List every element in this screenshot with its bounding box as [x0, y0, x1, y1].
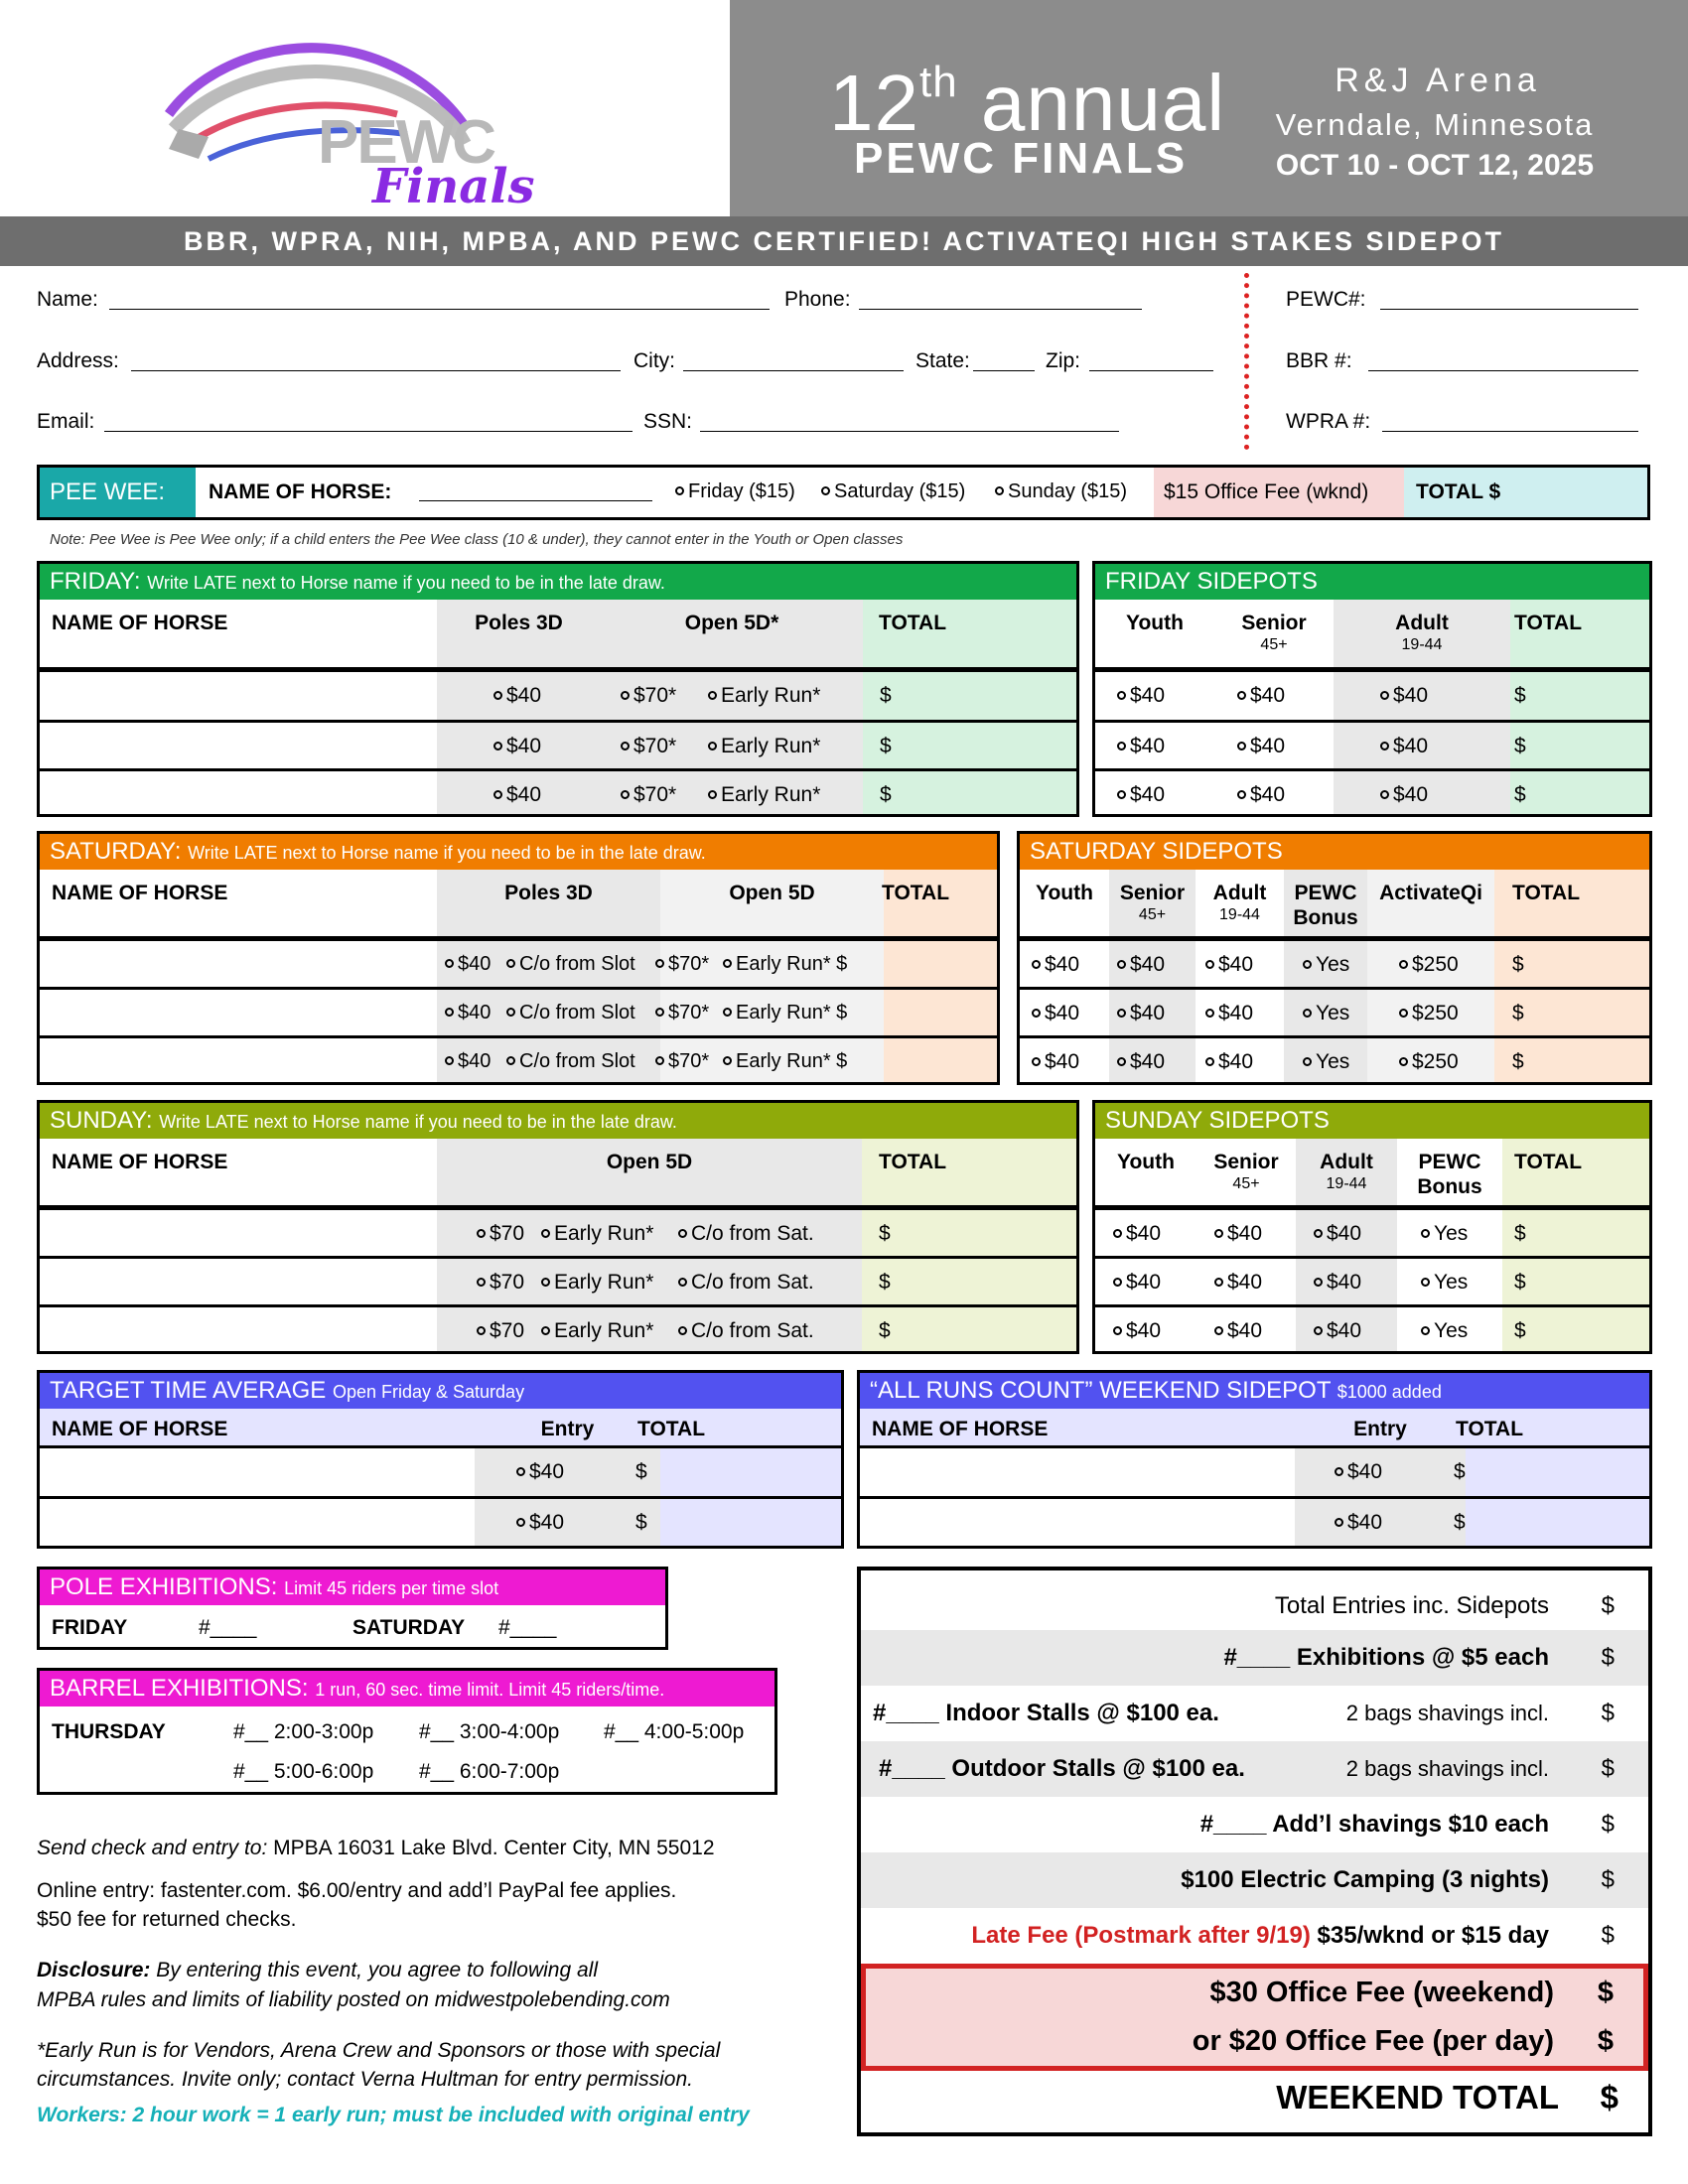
- sunday-adult-option[interactable]: $40: [1314, 1222, 1361, 1246]
- barrel-slot-3[interactable]: #__ 4:00-5:00p: [604, 1720, 745, 1743]
- sunday-sidepot-total-header: TOTAL: [1514, 1151, 1583, 1173]
- wpra-number-label: WPRA #:: [1286, 410, 1371, 433]
- saturday-sidepot-row-total[interactable]: $: [1512, 953, 1524, 976]
- friday-open-option[interactable]: $70*: [621, 735, 676, 758]
- saturday-senior-option[interactable]: $40: [1117, 1050, 1165, 1074]
- event-dates: OCT 10 - OCT 12, 2025: [1275, 149, 1595, 182]
- saturday-carryover-option[interactable]: C/o from Slot: [506, 1050, 635, 1073]
- friday-adult-option[interactable]: $40: [1380, 684, 1428, 708]
- sunday-senior-option[interactable]: $40: [1214, 1319, 1262, 1343]
- saturday-activateqi-option[interactable]: $250: [1399, 1050, 1459, 1074]
- sunday-open-option[interactable]: $70: [477, 1319, 524, 1343]
- address-label: Address:: [37, 349, 119, 372]
- arc-horse-field[interactable]: [860, 1499, 1295, 1545]
- dotted-divider: [1244, 273, 1249, 450]
- sunday-adult-option[interactable]: $40: [1314, 1271, 1361, 1295]
- sunday-open-option[interactable]: $70: [477, 1271, 524, 1295]
- sunday-youth-option[interactable]: $40: [1113, 1271, 1161, 1295]
- phone-field[interactable]: [859, 288, 1142, 310]
- friday-title-bar: FRIDAY: Write LATE next to Horse name if you need to be in the late draw.: [40, 564, 1076, 600]
- pee-wee-horse-label: NAME OF HORSE:: [209, 480, 392, 503]
- tta-title-bar: TARGET TIME AVERAGE Open Friday & Saturday: [40, 1373, 841, 1409]
- saturday-youth-option[interactable]: $40: [1032, 1050, 1079, 1074]
- ssn-label: SSN:: [643, 410, 693, 433]
- certification-banner: BBR, WPRA, NIH, MPBA, AND PEWC CERTIFIED! ACTIVATEQI HIGH STAKES SIDEPOT: [0, 216, 1688, 266]
- saturday-early-run-option[interactable]: Early Run* $: [723, 953, 847, 976]
- pewc-finals-logo: PEWC Finals: [149, 20, 506, 228]
- sunday-horse-field[interactable]: [40, 1259, 437, 1302]
- arc-row-total[interactable]: $: [1454, 1460, 1466, 1483]
- friday-sidepots-section: [1092, 561, 1652, 817]
- address-field[interactable]: [131, 349, 621, 371]
- venue-location: Verndale, Minnesota: [1275, 107, 1595, 142]
- pee-wee-friday-option[interactable]: Friday ($15): [675, 480, 795, 503]
- online-entry-text: Online entry: fastenter.com. $6.00/entry and add’l PayPal fee applies.: [37, 1879, 677, 1902]
- tta-horse-header: NAME OF HORSE: [52, 1418, 228, 1440]
- totals-panel: [857, 1567, 1652, 2136]
- pewc-number-label: PEWC#:: [1286, 288, 1366, 311]
- saturday-youth-option[interactable]: $40: [1032, 1002, 1079, 1025]
- friday-open-option[interactable]: $70*: [621, 783, 676, 807]
- pole-ex-friday-label: FRIDAY: [52, 1616, 128, 1639]
- sunday-youth-option[interactable]: $40: [1113, 1222, 1161, 1246]
- sunday-open-option[interactable]: $70: [477, 1222, 524, 1246]
- saturday-section: [37, 831, 1000, 1085]
- saturday-activateqi-option[interactable]: $250: [1399, 953, 1459, 977]
- friday-sidepot-row-total[interactable]: $: [1514, 684, 1526, 707]
- sunday-horse-field[interactable]: [40, 1307, 437, 1351]
- arc-entry-option[interactable]: $40: [1335, 1511, 1382, 1535]
- saturday-early-run-option[interactable]: Early Run* $: [723, 1002, 847, 1024]
- saturday-activateqi-header: ActivateQi: [1379, 882, 1482, 904]
- total-entries-row: Total Entries inc. Sidepots $: [1274, 1592, 1615, 1619]
- saturday-open-option[interactable]: $70*: [655, 1050, 709, 1073]
- city-label: City:: [633, 349, 675, 372]
- sunday-pewc-header: PEWC: [1418, 1151, 1481, 1173]
- friday-senior-option[interactable]: $40: [1237, 783, 1285, 807]
- friday-adult-option[interactable]: $40: [1380, 735, 1428, 758]
- tta-total-header: TOTAL: [637, 1418, 706, 1440]
- sunday-pewc-bonus-option[interactable]: Yes: [1421, 1319, 1468, 1343]
- sunday-row-total[interactable]: $: [879, 1271, 891, 1294]
- office-fee-weekend: $30 Office Fee (weekend): [1209, 1977, 1554, 2008]
- saturday-pewc-bonus: Bonus: [1293, 906, 1358, 929]
- saturday-carryover-option[interactable]: C/o from Slot: [506, 953, 635, 976]
- saturday-horse-field[interactable]: [40, 990, 437, 1033]
- barrel-ex-thursday-label: THURSDAY: [52, 1720, 166, 1743]
- tta-horse-field[interactable]: [40, 1499, 475, 1545]
- saturday-open-option[interactable]: $70*: [655, 1002, 709, 1024]
- saturday-carryover-option[interactable]: C/o from Slot: [506, 1002, 635, 1024]
- ssn-field[interactable]: [700, 410, 1119, 432]
- venue-name: R&J Arena: [1335, 62, 1541, 99]
- early-run-note-2: circumstances. Invite only; contact Verna Hultman for entry permission.: [37, 2068, 693, 2091]
- arc-total-header: TOTAL: [1456, 1418, 1524, 1440]
- saturday-adult-header: Adult: [1212, 882, 1267, 904]
- sunday-pewc-bonus-option[interactable]: Yes: [1421, 1222, 1468, 1246]
- sunday-early-run-option[interactable]: Early Run*: [541, 1271, 653, 1295]
- saturday-pewc-bonus-option[interactable]: Yes: [1303, 1002, 1349, 1025]
- friday-youth-option[interactable]: $40: [1117, 783, 1165, 807]
- sunday-pewc-bonus-option[interactable]: Yes: [1421, 1271, 1468, 1295]
- saturday-sidepots-section: [1017, 831, 1652, 1085]
- friday-adult-header: Adult: [1395, 612, 1449, 634]
- send-check-text: Send check and entry to: MPBA 16031 Lake Blvd. Center City, MN 55012: [37, 1837, 715, 1859]
- friday-poles-header: Poles 3D: [475, 612, 563, 634]
- sunday-total-header: TOTAL: [879, 1151, 947, 1173]
- outdoor-stalls-row: #____ Outdoor Stalls @ $100 ea. 2 bags shavings incl. $: [861, 1741, 1648, 1797]
- pee-wee-label: PEE WEE:: [40, 468, 196, 517]
- target-time-average-section: [37, 1370, 844, 1549]
- state-field[interactable]: [973, 349, 1035, 371]
- friday-horse-header: NAME OF HORSE: [52, 612, 228, 634]
- pee-wee-total: TOTAL $: [1404, 468, 1647, 517]
- saturday-pewc-header: PEWC: [1294, 882, 1357, 904]
- friday-horse-field[interactable]: [40, 672, 437, 716]
- friday-senior-option[interactable]: $40: [1237, 684, 1285, 708]
- weekend-total-label: WEEKEND TOTAL: [1276, 2079, 1559, 2116]
- exhibitions-row: #____ Exhibitions @ $5 each $: [861, 1630, 1648, 1686]
- tta-horse-field[interactable]: [40, 1448, 475, 1494]
- sunday-sidepots-title-bar: SUNDAY SIDEPOTS: [1095, 1103, 1649, 1139]
- saturday-adult-option[interactable]: $40: [1205, 953, 1253, 977]
- saturday-adult-option[interactable]: $40: [1205, 1002, 1253, 1025]
- state-label: State:: [915, 349, 970, 372]
- barrel-slot-4[interactable]: #__ 5:00-6:00p: [233, 1760, 374, 1783]
- saturday-early-run-option[interactable]: Early Run* $: [723, 1050, 847, 1073]
- friday-youth-option[interactable]: $40: [1117, 684, 1165, 708]
- arc-title-bar: “ALL RUNS COUNT” WEEKEND SIDEPOT $1000 added: [860, 1373, 1649, 1409]
- sunday-pewc-bonus: Bonus: [1417, 1175, 1482, 1198]
- camping-row: $100 Electric Camping (3 nights) $: [861, 1852, 1648, 1908]
- sunday-adult-age: 19-44: [1326, 1175, 1367, 1192]
- tta-row-total[interactable]: $: [635, 1460, 647, 1483]
- friday-senior-header: Senior: [1241, 612, 1307, 634]
- pee-wee-note: Note: Pee Wee is Pee Wee only; if a child enters the Pee Wee class (10 & under), they cannot enter in the Youth or Open classes: [50, 531, 904, 548]
- sunday-youth-header: Youth: [1117, 1151, 1175, 1173]
- pole-ex-title-bar: POLE EXHIBITIONS: Limit 45 riders per time slot: [40, 1570, 665, 1605]
- returned-checks-text: $50 fee for returned checks.: [37, 1908, 297, 1931]
- arc-entry-option[interactable]: $40: [1335, 1460, 1382, 1484]
- tta-entry-option[interactable]: $40: [516, 1460, 564, 1484]
- wpra-number-field[interactable]: [1382, 410, 1638, 432]
- shavings-row: #____ Add’l shavings $10 each $: [1199, 1811, 1615, 1838]
- email-field[interactable]: [104, 410, 633, 432]
- sunday-senior-option[interactable]: $40: [1214, 1222, 1262, 1246]
- saturday-sidepot-row-total[interactable]: $: [1512, 1050, 1524, 1073]
- bbr-number-field[interactable]: [1368, 349, 1638, 371]
- friday-row-total[interactable]: $: [880, 783, 892, 806]
- pole-ex-saturday-count[interactable]: #____: [498, 1616, 557, 1639]
- friday-sidepots-title-bar: FRIDAY SIDEPOTS: [1095, 564, 1649, 600]
- sunday-row-total[interactable]: $: [879, 1222, 891, 1245]
- friday-total-header: TOTAL: [879, 612, 947, 634]
- saturday-open-header: Open 5D: [729, 882, 815, 904]
- name-field[interactable]: [109, 288, 770, 310]
- event-title: PEWC FINALS: [854, 134, 1189, 183]
- pewc-number-field[interactable]: [1380, 288, 1638, 310]
- saturday-horse-field[interactable]: [40, 1038, 437, 1082]
- sunday-horse-header: NAME OF HORSE: [52, 1151, 228, 1173]
- office-fee-per-day: or $20 Office Fee (per day): [1192, 2025, 1554, 2057]
- disclosure-text-2: MPBA rules and limits of liability posted on midwestpolebending.com: [37, 1988, 670, 2011]
- friday-senior-age: 45+: [1260, 636, 1288, 653]
- friday-section: [37, 561, 1079, 817]
- saturday-senior-option[interactable]: $40: [1117, 953, 1165, 977]
- pole-exhibitions-section: [37, 1567, 668, 1650]
- zip-label: Zip:: [1046, 349, 1081, 372]
- sunday-adult-header: Adult: [1320, 1151, 1373, 1173]
- sunday-carryover-option[interactable]: C/o from Sat.: [678, 1319, 814, 1343]
- disclosure-text: Disclosure: By entering this event, you agree to following all: [37, 1959, 598, 1981]
- name-label: Name:: [37, 288, 98, 311]
- arc-row-total[interactable]: $: [1454, 1511, 1466, 1534]
- saturday-adult-age: 19-44: [1219, 906, 1260, 923]
- phone-label: Phone:: [784, 288, 851, 311]
- early-run-note: *Early Run is for Vendors, Arena Crew and Sponsors or those with special: [37, 2039, 721, 2062]
- friday-early-run-option[interactable]: Early Run*: [708, 735, 820, 758]
- sunday-row-total[interactable]: $: [879, 1319, 891, 1342]
- friday-poles-option[interactable]: $40: [493, 735, 541, 758]
- friday-sidepot-row-total[interactable]: $: [1514, 735, 1526, 757]
- friday-youth-option[interactable]: $40: [1117, 735, 1165, 758]
- city-field[interactable]: [683, 349, 904, 371]
- barrel-slot-1[interactable]: #__ 2:00-3:00p: [233, 1720, 374, 1743]
- sunday-youth-option[interactable]: $40: [1113, 1319, 1161, 1343]
- friday-sidepot-total-header: TOTAL: [1514, 612, 1583, 634]
- saturday-youth-option[interactable]: $40: [1032, 953, 1079, 977]
- saturday-sidepot-row-total[interactable]: $: [1512, 1002, 1524, 1024]
- friday-poles-option[interactable]: $40: [493, 783, 541, 807]
- saturday-sidepot-total-header: TOTAL: [1512, 882, 1581, 904]
- pee-wee-row: [37, 465, 1650, 520]
- workers-note: Workers: 2 hour work = 1 early run; must be included with original entry: [37, 2104, 750, 2126]
- pee-wee-saturday-option[interactable]: Saturday ($15): [821, 480, 965, 503]
- weekend-total-dollar: $: [1600, 2079, 1618, 2116]
- sunday-sidepot-row-total[interactable]: $: [1514, 1319, 1526, 1342]
- barrel-slot-5[interactable]: #__ 6:00-7:00p: [419, 1760, 560, 1783]
- friday-poles-option[interactable]: $40: [493, 684, 541, 708]
- sunday-sidepots-section: [1092, 1100, 1652, 1354]
- tta-entry-option[interactable]: $40: [516, 1511, 564, 1535]
- friday-open-header: Open 5D*: [684, 612, 779, 634]
- sunday-early-run-option[interactable]: Early Run*: [541, 1319, 653, 1343]
- pee-wee-sunday-option[interactable]: Sunday ($15): [995, 480, 1127, 503]
- saturday-pewc-bonus-option[interactable]: Yes: [1303, 1050, 1349, 1074]
- friday-youth-header: Youth: [1126, 612, 1184, 634]
- annual-title: 12th annual: [829, 58, 1226, 147]
- friday-horse-field[interactable]: [40, 723, 437, 766]
- friday-sidepot-row-total[interactable]: $: [1514, 783, 1526, 806]
- zip-field[interactable]: [1089, 349, 1213, 371]
- friday-open-option[interactable]: $70*: [621, 684, 676, 708]
- friday-early-run-option[interactable]: Early Run*: [708, 783, 820, 807]
- friday-senior-option[interactable]: $40: [1237, 735, 1285, 758]
- sunday-early-run-option[interactable]: Early Run*: [541, 1222, 653, 1246]
- sunday-senior-age: 45+: [1232, 1175, 1260, 1192]
- saturday-total-header: TOTAL: [882, 882, 950, 904]
- saturday-poles-option[interactable]: $40: [445, 1002, 491, 1024]
- tta-entry-header: Entry: [540, 1418, 595, 1440]
- email-label: Email:: [37, 410, 95, 433]
- saturday-senior-header: Senior: [1119, 882, 1186, 904]
- friday-row-total[interactable]: $: [880, 684, 892, 707]
- all-runs-count-section: [857, 1370, 1652, 1549]
- sunday-sidepot-row-total[interactable]: $: [1514, 1271, 1526, 1294]
- indoor-stalls-row: #____ Indoor Stalls @ $100 ea. 2 bags shavings incl. $: [873, 1700, 1615, 1726]
- saturday-horse-field[interactable]: [40, 941, 437, 985]
- sunday-sidepot-row-total[interactable]: $: [1514, 1222, 1526, 1245]
- sunday-adult-option[interactable]: $40: [1314, 1319, 1361, 1343]
- saturday-youth-header: Youth: [1036, 882, 1093, 904]
- friday-horse-field[interactable]: [40, 771, 437, 815]
- sunday-open-header: Open 5D: [606, 1151, 693, 1173]
- arc-entry-header: Entry: [1353, 1418, 1407, 1440]
- saturday-poles-option[interactable]: $40: [445, 1050, 491, 1073]
- pee-wee-office-fee: $15 Office Fee (wknd): [1154, 468, 1404, 517]
- barrel-slot-2[interactable]: #__ 3:00-4:00p: [419, 1720, 560, 1743]
- arc-horse-header: NAME OF HORSE: [872, 1418, 1049, 1440]
- sunday-section: [37, 1100, 1079, 1354]
- bbr-number-label: BBR #:: [1286, 349, 1352, 372]
- tta-row-total[interactable]: $: [635, 1511, 647, 1534]
- sunday-senior-header: Senior: [1213, 1151, 1279, 1173]
- pole-ex-friday-count[interactable]: #____: [199, 1616, 257, 1639]
- friday-adult-age: 19-44: [1401, 636, 1443, 653]
- saturday-open-option[interactable]: $70*: [655, 953, 709, 976]
- saturday-senior-option[interactable]: $40: [1117, 1002, 1165, 1025]
- saturday-sidepots-title-bar: SATURDAY SIDEPOTS: [1020, 834, 1649, 870]
- sunday-title-bar: SUNDAY: Write LATE next to Horse name if you need to be in the late draw.: [40, 1103, 1076, 1139]
- pole-ex-saturday-label: SATURDAY: [352, 1616, 466, 1639]
- saturday-title-bar: SATURDAY: Write LATE next to Horse name if you need to be in the late draw.: [40, 834, 997, 870]
- pee-wee-horse-field[interactable]: [419, 476, 652, 501]
- friday-row-total[interactable]: $: [880, 735, 892, 757]
- saturday-horse-header: NAME OF HORSE: [52, 882, 228, 904]
- saturday-senior-age: 45+: [1138, 906, 1167, 923]
- arc-horse-field[interactable]: [860, 1448, 1295, 1494]
- saturday-activateqi-option[interactable]: $250: [1399, 1002, 1459, 1025]
- late-fee-row: Late Fee (Postmark after 9/19) $35/wknd or $15 day $: [971, 1922, 1615, 1949]
- saturday-poles-option[interactable]: $40: [445, 953, 491, 976]
- friday-adult-option[interactable]: $40: [1380, 783, 1428, 807]
- sunday-carryover-option[interactable]: C/o from Sat.: [678, 1271, 814, 1295]
- office-fee-box: $30 Office Fee (weekend) $ or $20 Office Fee (per day) $: [861, 1964, 1648, 2071]
- sunday-carryover-option[interactable]: C/o from Sat.: [678, 1222, 814, 1246]
- saturday-adult-option[interactable]: $40: [1205, 1050, 1253, 1074]
- saturday-pewc-bonus-option[interactable]: Yes: [1303, 953, 1349, 977]
- barrel-ex-title-bar: BARREL EXHIBITIONS: 1 run, 60 sec. time limit. Limit 45 riders/time.: [40, 1671, 774, 1706]
- sunday-horse-field[interactable]: [40, 1210, 437, 1254]
- saturday-poles-header: Poles 3D: [504, 882, 593, 904]
- friday-early-run-option[interactable]: Early Run*: [708, 684, 820, 708]
- barrel-exhibitions-section: [37, 1668, 777, 1795]
- sunday-senior-option[interactable]: $40: [1214, 1271, 1262, 1295]
